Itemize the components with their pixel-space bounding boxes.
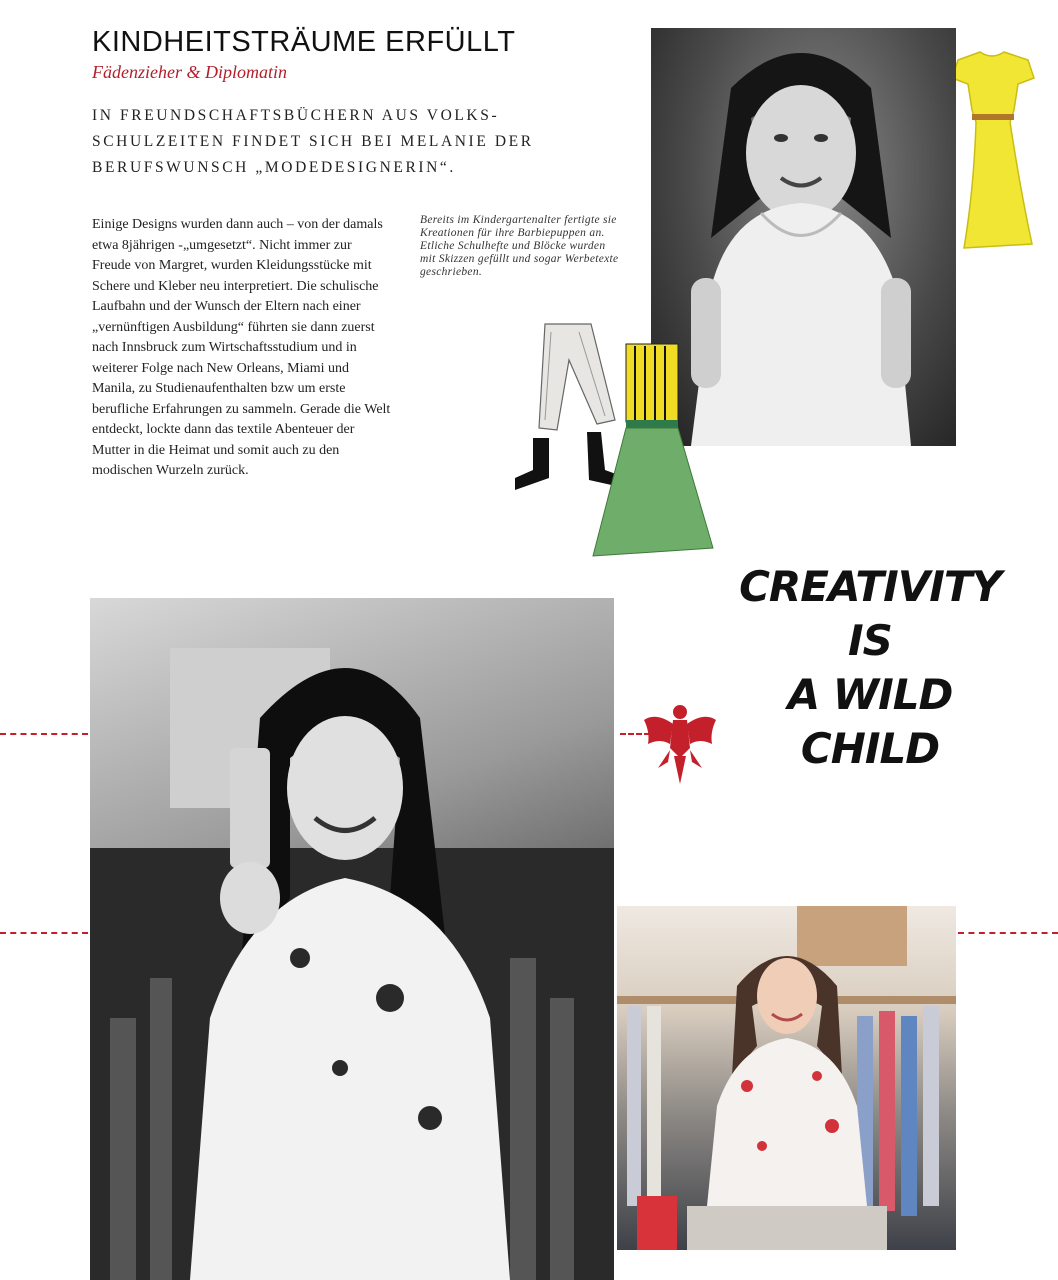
dashed-divider-left-lower bbox=[0, 932, 88, 934]
lead-paragraph: IN FREUNDSCHAFTSBÜCHERN AUS VOLKS-SCHULZEITEN FINDET SICH BEI MELANIE DER BERUFSWUNSCH „MODEDESIGNERIN“. bbox=[92, 107, 534, 176]
dashed-divider-right-lower bbox=[958, 932, 1058, 934]
quote-line-2: IS bbox=[848, 616, 892, 665]
studio-portrait-photo bbox=[90, 598, 614, 1280]
yellow-dress-sketch bbox=[950, 48, 1035, 253]
quote-line-1: CREATIVITY bbox=[739, 562, 1001, 611]
workshop-color-photo bbox=[617, 906, 956, 1250]
body-paragraph: Einige Designs wurden dann auch – von der damals etwa 8jährigen -„umgesetzt“. Nicht immer zur Freude von Margret, wurden Kleidungsstücke mit Schere und Kleber neu interpretiert. Die schulische Laufbahn und der Wunsch der Eltern nach einer „vernünftigen Ausbildung“ führten sie dann zuerst nach Innsbruck zum Wirtschaftsstudium und in weiterer Folge nach New Orleans, Miami und Manila, zu Studienaufenthalten bzw um erste berufliche Erfahrungen zu sammeln. Gerade die Welt entdeckt, lockte dann das textile Abenteuer der Mutter in die Heimat und somit auch zu den modischen Wurzeln zurück. bbox=[92, 217, 391, 478]
dashed-divider-left-upper bbox=[0, 733, 88, 735]
article-title: KINDHEITSTRÄUME ERFÜLLT bbox=[92, 26, 516, 58]
photo-caption: Bereits im Kindergartenalter fertigte sie Kreationen für ihre Barbiepuppen an. Etliche Schulhefte und Blöcke wurden mit Skizzen gefüllt und sogar Werbetexte geschrieben. bbox=[420, 214, 619, 278]
quote-block bbox=[705, 560, 1035, 776]
quote-line-3: A WILD bbox=[787, 670, 953, 719]
quote-line-4: CHILD bbox=[800, 724, 940, 773]
fashion-sketches bbox=[505, 320, 720, 575]
article-subtitle: Fädenzieher & Diplomatin bbox=[92, 62, 287, 82]
